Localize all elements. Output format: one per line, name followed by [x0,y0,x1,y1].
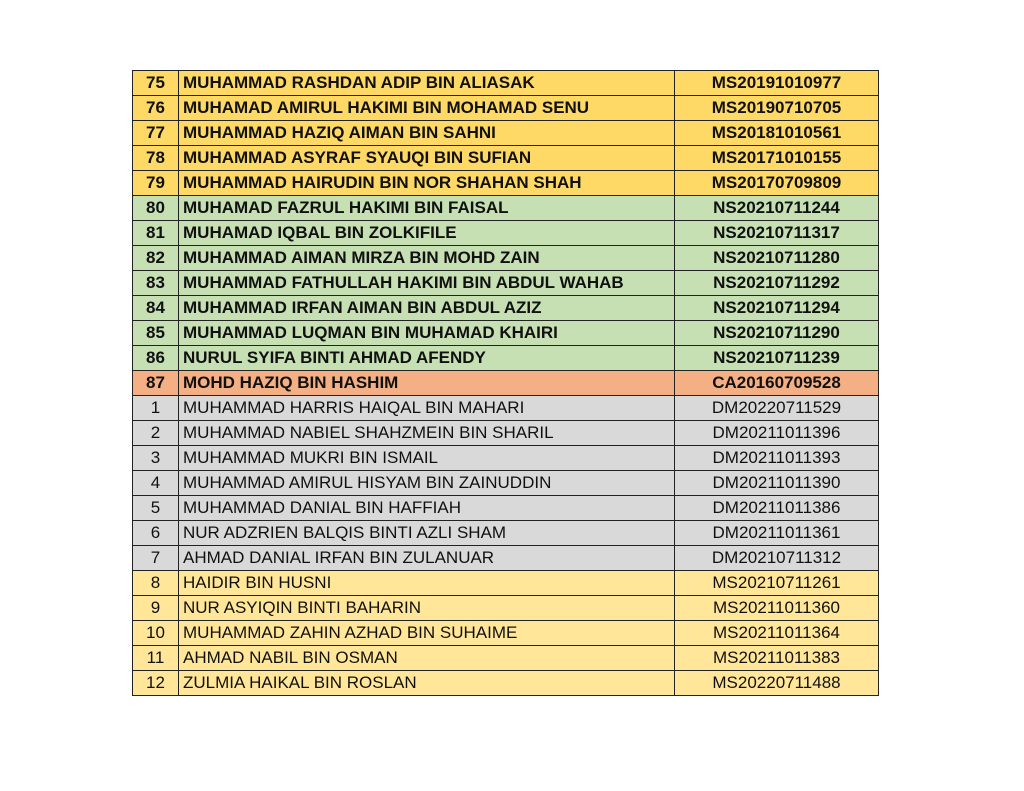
table-row [133,471,879,496]
student-name-cell: HAIDIR BIN HUSNI [179,571,675,596]
student-name-cell: MUHAMMAD AMIRUL HISYAM BIN ZAINUDDIN [179,471,675,496]
student-name-cell: MUHAMMAD HAIRUDIN BIN NOR SHAHAN SHAH [179,171,675,196]
student-table [132,70,879,696]
table-row [133,496,879,521]
table-row [133,371,879,396]
table-row [133,121,879,146]
student-name-cell: MUHAMMAD DANIAL BIN HAFFIAH [179,496,675,521]
table-row [133,571,879,596]
table-row [133,271,879,296]
row-number-cell: 10 [133,621,179,646]
student-id-cell: MS20181010561 [675,121,879,146]
row-number-cell: 79 [133,171,179,196]
student-id-cell: NS20210711290 [675,321,879,346]
student-id-cell: DM20211011386 [675,496,879,521]
student-name-cell: MUHAMMAD ASYRAF SYAUQI BIN SUFIAN [179,146,675,171]
student-id-cell: MS20190710705 [675,96,879,121]
row-number-cell: 6 [133,521,179,546]
row-number-cell: 12 [133,671,179,696]
row-number-cell: 85 [133,321,179,346]
student-name-cell: MUHAMMAD IRFAN AIMAN BIN ABDUL AZIZ [179,296,675,321]
table-row [133,296,879,321]
student-name-cell: NUR ASYIQIN BINTI BAHARIN [179,596,675,621]
student-name-cell: MUHAMMAD LUQMAN BIN MUHAMAD KHAIRI [179,321,675,346]
student-id-cell: DM20211011396 [675,421,879,446]
row-number-cell: 83 [133,271,179,296]
student-id-cell: MS20171010155 [675,146,879,171]
row-number-cell: 8 [133,571,179,596]
table-row [133,421,879,446]
row-number-cell: 9 [133,596,179,621]
student-id-cell: DM20211011361 [675,521,879,546]
student-name-cell: MUHAMAD AMIRUL HAKIMI BIN MOHAMAD SENU [179,96,675,121]
student-name-cell: MUHAMMAD FATHULLAH HAKIMI BIN ABDUL WAHAB [179,271,675,296]
row-number-cell: 82 [133,246,179,271]
student-id-cell: NS20210711280 [675,246,879,271]
student-name-cell: MUHAMMAD ZAHIN AZHAD BIN SUHAIME [179,621,675,646]
row-number-cell: 76 [133,96,179,121]
table-row [133,171,879,196]
table-row [133,71,879,96]
student-name-cell: AHMAD NABIL BIN OSMAN [179,646,675,671]
table-row [133,446,879,471]
row-number-cell: 84 [133,296,179,321]
student-name-cell: NURUL SYIFA BINTI AHMAD AFENDY [179,346,675,371]
row-number-cell: 2 [133,421,179,446]
student-name-cell: MUHAMAD FAZRUL HAKIMI BIN FAISAL [179,196,675,221]
row-number-cell: 78 [133,146,179,171]
student-name-cell: MUHAMMAD AIMAN MIRZA BIN MOHD ZAIN [179,246,675,271]
student-id-cell: DM20220711529 [675,396,879,421]
student-name-cell: ZULMIA HAIKAL BIN ROSLAN [179,671,675,696]
row-number-cell: 81 [133,221,179,246]
student-id-cell: MS20220711488 [675,671,879,696]
row-number-cell: 87 [133,371,179,396]
table-row [133,621,879,646]
student-name-cell: MUHAMAD IQBAL BIN ZOLKIFILE [179,221,675,246]
student-name-cell: NUR ADZRIEN BALQIS BINTI AZLI SHAM [179,521,675,546]
student-id-cell: MS20191010977 [675,71,879,96]
table-row [133,671,879,696]
table-row [133,396,879,421]
table-row [133,221,879,246]
table-row [133,321,879,346]
table-row [133,196,879,221]
student-id-cell: NS20210711244 [675,196,879,221]
student-id-cell: NS20210711292 [675,271,879,296]
student-name-cell: MUHAMMAD HARRIS HAIQAL BIN MAHARI [179,396,675,421]
row-number-cell: 5 [133,496,179,521]
student-id-cell: NS20210711294 [675,296,879,321]
table-row [133,546,879,571]
table-row [133,96,879,121]
student-name-cell: MOHD HAZIQ BIN HASHIM [179,371,675,396]
student-id-cell: MS20210711261 [675,571,879,596]
row-number-cell: 1 [133,396,179,421]
student-id-cell: MS20170709809 [675,171,879,196]
table-row [133,521,879,546]
row-number-cell: 75 [133,71,179,96]
table-row [133,646,879,671]
student-id-cell: CA20160709528 [675,371,879,396]
row-number-cell: 77 [133,121,179,146]
table-row [133,246,879,271]
student-name-cell: MUHAMMAD RASHDAN ADIP BIN ALIASAK [179,71,675,96]
row-number-cell: 11 [133,646,179,671]
row-number-cell: 86 [133,346,179,371]
student-name-cell: MUHAMMAD HAZIQ AIMAN BIN SAHNI [179,121,675,146]
student-id-cell: DM20211011390 [675,471,879,496]
student-id-cell: DM20210711312 [675,546,879,571]
student-table-body [133,71,879,696]
table-row [133,596,879,621]
student-id-cell: NS20210711239 [675,346,879,371]
student-id-cell: MS20211011360 [675,596,879,621]
student-id-cell: NS20210711317 [675,221,879,246]
student-id-cell: DM20211011393 [675,446,879,471]
table-row [133,346,879,371]
student-id-cell: MS20211011383 [675,646,879,671]
row-number-cell: 7 [133,546,179,571]
student-id-cell: MS20211011364 [675,621,879,646]
row-number-cell: 80 [133,196,179,221]
student-name-cell: AHMAD DANIAL IRFAN BIN ZULANUAR [179,546,675,571]
row-number-cell: 4 [133,471,179,496]
student-name-cell: MUHAMMAD NABIEL SHAHZMEIN BIN SHARIL [179,421,675,446]
student-name-cell: MUHAMMAD MUKRI BIN ISMAIL [179,446,675,471]
row-number-cell: 3 [133,446,179,471]
table-row [133,146,879,171]
